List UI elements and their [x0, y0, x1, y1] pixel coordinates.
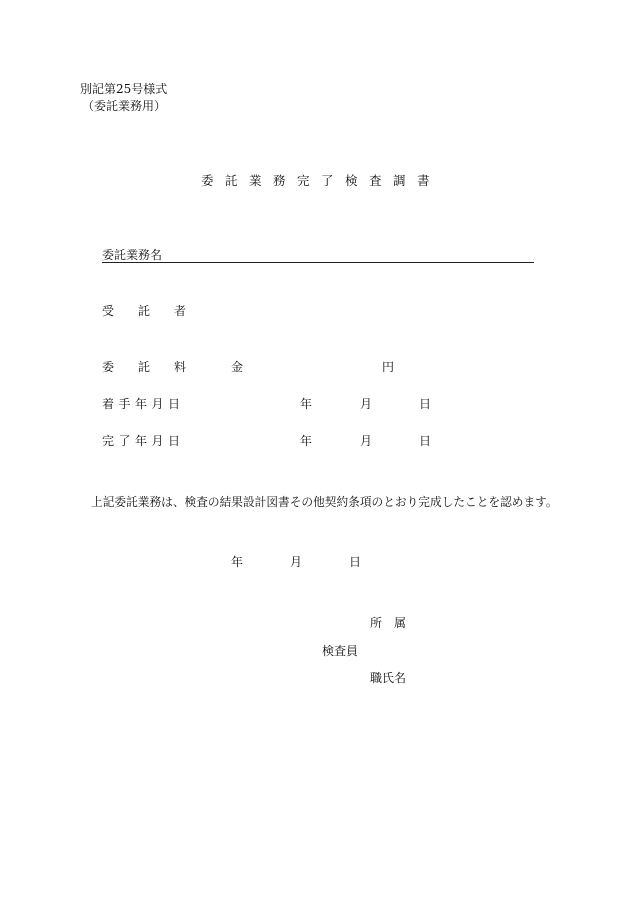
contractor-label: 受 託 者	[102, 304, 187, 318]
document-title: 委託業務完了検査調書	[201, 173, 442, 188]
fee-label: 委 託 料	[102, 360, 187, 374]
start-date-label: 着手年月日	[102, 397, 185, 411]
form-number: 別記第25号様式	[80, 82, 168, 96]
start-date-day: 日	[419, 397, 432, 411]
business-name-line	[102, 262, 534, 263]
name-title-label: 職氏名	[370, 671, 407, 685]
completion-date-day: 日	[419, 434, 432, 448]
signature-month: 月	[290, 555, 303, 569]
certification-statement: 上記委託業務は、検査の結果設計図書その他契約条項のとおり完成したことを認めます。	[91, 495, 558, 509]
business-name-label: 委託業務名	[102, 248, 163, 262]
fee-unit: 円	[382, 360, 395, 374]
completion-date-label: 完了年月日	[102, 434, 185, 448]
signature-year: 年	[231, 555, 244, 569]
inspector-label: 検査員	[322, 644, 359, 658]
form-scope: （委託業務用）	[82, 99, 167, 113]
signature-day: 日	[349, 555, 362, 569]
affiliation-label: 所 属	[370, 616, 407, 630]
completion-date-month: 月	[360, 434, 373, 448]
start-date-month: 月	[360, 397, 373, 411]
fee-prefix: 金	[231, 360, 244, 374]
start-date-year: 年	[300, 397, 313, 411]
completion-date-year: 年	[300, 434, 313, 448]
